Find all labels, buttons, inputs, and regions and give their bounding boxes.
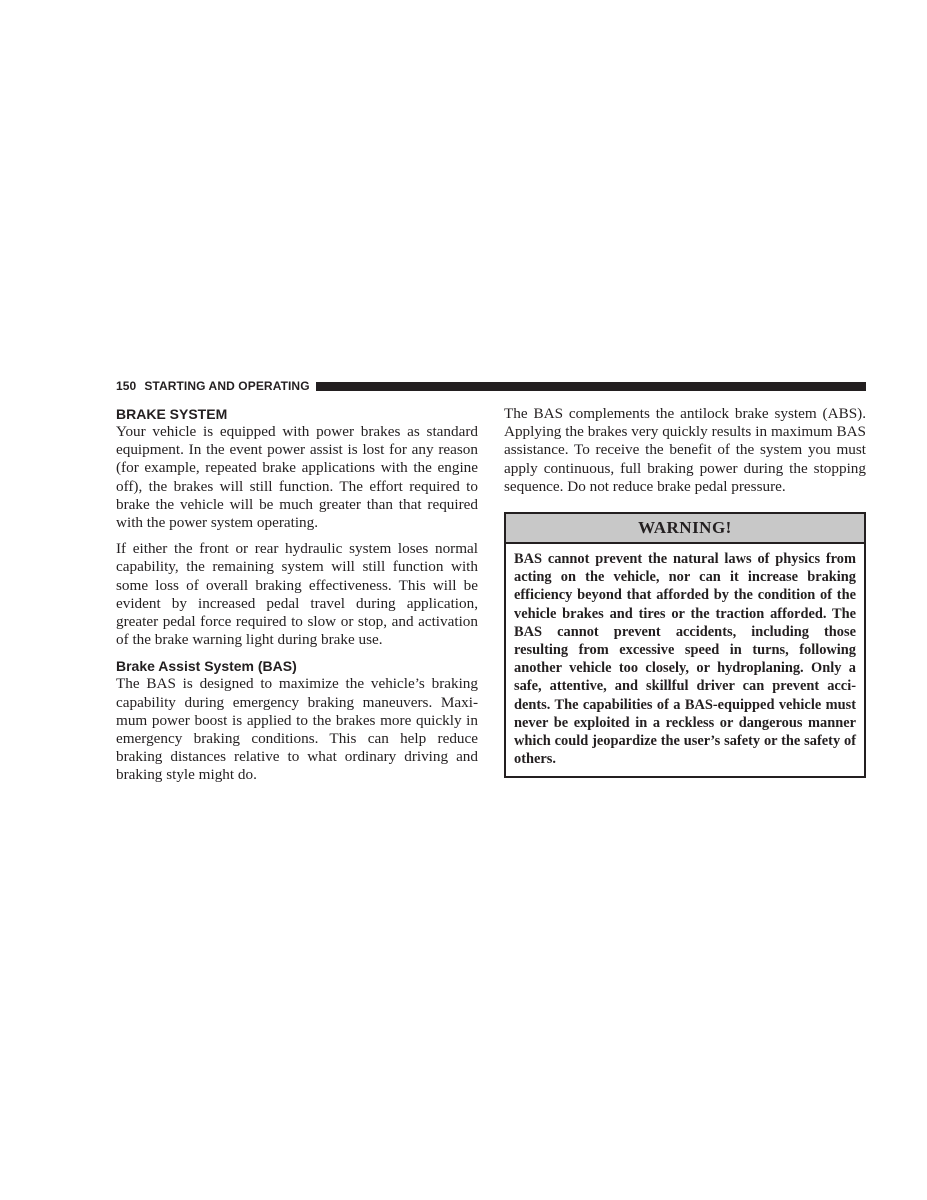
- brake-system-paragraph-2: If either the front or rear hydraulic system loses normal capability, the remaining system will still function with some loss of overall braking effectiveness. This will be evident by increased pedal travel during application, greater pedal force required to slow or stop, and activation of the brake warning light during brake use.: [116, 540, 478, 649]
- left-column: [116, 405, 478, 785]
- bas-abs-paragraph: The BAS complements the antilock brake system (ABS). Applying the brakes very quickly results in maximum BAS assistance. To receive the benefit of the system you must apply continuous, full braking power during the stopping sequence. Do not reduce brake pedal pressure.: [504, 405, 866, 495]
- warning-title: WARNING!: [506, 514, 864, 544]
- warning-box: [504, 512, 866, 778]
- right-column: [504, 405, 866, 778]
- brake-system-heading: BRAKE SYSTEM: [116, 406, 228, 422]
- page-number: 150: [116, 379, 137, 393]
- bas-paragraph: The BAS is designed to maximize the vehicle’s braking capability during emergency braking maneuvers. Maximum power boost is applied to the brakes more quickly in emergency braking conditions. This can help reduce braking distances relative to what ordinary driving and braking style might do.: [116, 675, 478, 784]
- section-title: STARTING AND OPERATING: [144, 379, 310, 393]
- page-header: [116, 378, 866, 394]
- bas-subheading: Brake Assist System (BAS): [116, 658, 297, 675]
- warning-body: BAS cannot prevent the natural laws of physics from acting on the vehicle, nor can it increase braking efficiency beyond that afforded by the condition of the vehicle brakes and tires or the traction afforded. The BAS cannot prevent accidents, including those resulting from excessive speed in turns, following another vehicle too closely, or hydroplaning. Only a safe, attentive, and skillful driver can prevent accidents. The capabilities of a BAS-equipped vehicle must never be exploited in a reckless or dangerous manner which could jeopardize the user’s safety or the safety of others.: [514, 551, 856, 768]
- header-rule: [316, 382, 866, 391]
- brake-system-paragraph-1: Your vehicle is equipped with power brakes as standard equipment. In the event power assist is lost for any reason (for example, repeated brake applications with the engine off), the brakes will still function. The effort required to brake the vehicle will be much greater than that required with the power system operating.: [116, 423, 478, 532]
